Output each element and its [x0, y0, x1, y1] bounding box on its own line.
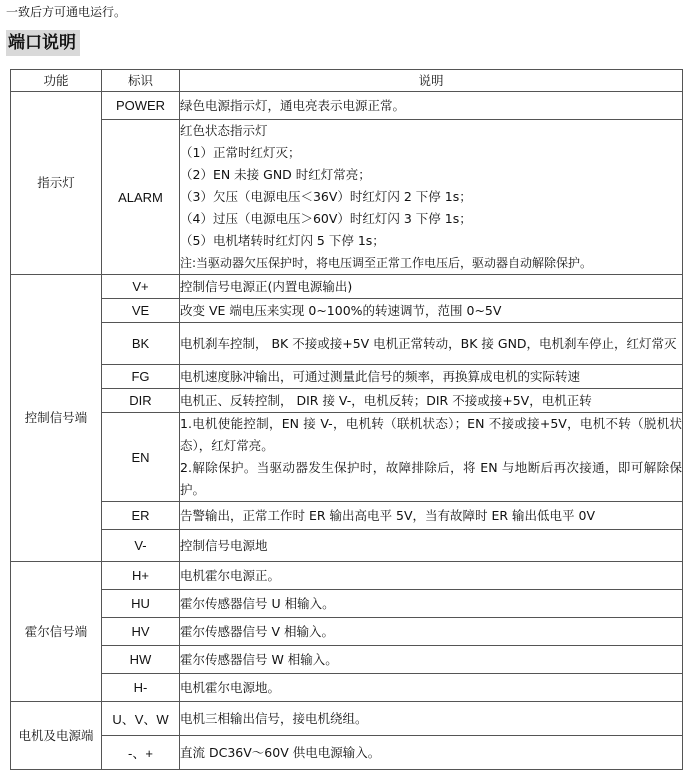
table-row — [11, 702, 683, 736]
table-row — [11, 389, 683, 413]
desc-ve: 改变 VE 端电压来实现 0~100%的转速调节，范围 0~5V — [180, 299, 683, 323]
table-row — [11, 590, 683, 618]
desc-power-input: 直流 DC36V～60V 供电电源输入。 — [180, 736, 683, 770]
mark-uvw: U、V、W — [102, 702, 180, 736]
group-motor-power: 电机及电源端 — [11, 702, 102, 770]
desc-er: 告警输出，正常工作时 ER 输出高电平 5V，当有故障时 ER 输出低电平 0V — [180, 502, 683, 530]
header-function: 功能 — [11, 70, 102, 92]
table-row — [11, 646, 683, 674]
desc-v-minus: 控制信号电源地 — [180, 530, 683, 562]
port-table — [10, 69, 683, 770]
table-row — [11, 275, 683, 299]
desc-h-minus: 电机霍尔电源地。 — [180, 674, 683, 702]
mark-hu: HU — [102, 590, 180, 618]
desc-hw: 霍尔传感器信号 W 相输入。 — [180, 646, 683, 674]
mark-h-plus: H+ — [102, 562, 180, 590]
mark-bk: BK — [102, 323, 180, 365]
header-description: 说明 — [180, 70, 683, 92]
table-header-row — [11, 70, 683, 92]
desc-alarm: 红色状态指示灯 （1）正常时红灯灭； （2）EN 未接 GND 时红灯常亮； （3）欠压（电源电压＜36V）时红灯闪 2 下停 1s； （4）过压（电源电压＞60V）时红灯闪 3 下停 1s； （5）电机堵转时红灯闪 5 下停 1s； 注:当驱动器欠压保护时，将电压调至正常工作电压后，驱动器自动解除保护。 — [180, 120, 683, 275]
mark-en: EN — [102, 413, 180, 502]
mark-dir: DIR — [102, 389, 180, 413]
mark-er: ER — [102, 502, 180, 530]
table-row — [11, 674, 683, 702]
mark-v-minus: V- — [102, 530, 180, 562]
desc-hu: 霍尔传感器信号 U 相输入。 — [180, 590, 683, 618]
desc-power: 绿色电源指示灯，通电亮表示电源正常。 — [180, 92, 683, 120]
table-row — [11, 323, 683, 365]
table-row — [11, 736, 683, 770]
table-row — [11, 365, 683, 389]
group-hall-signal: 霍尔信号端 — [11, 562, 102, 702]
desc-v-plus: 控制信号电源正(内置电源输出) — [180, 275, 683, 299]
table-row — [11, 618, 683, 646]
mark-hv: HV — [102, 618, 180, 646]
mark-hw: HW — [102, 646, 180, 674]
section-title: 端口说明 — [6, 30, 80, 56]
desc-dir: 电机正、反转控制， DIR 接 V-，电机反转；DIR 不接或接+5V，电机正转 — [180, 389, 683, 413]
table-row — [11, 92, 683, 120]
table-row — [11, 413, 683, 502]
table-row — [11, 120, 683, 275]
mark-power-input: -、+ — [102, 736, 180, 770]
mark-power: POWER — [102, 92, 180, 120]
mark-ve: VE — [102, 299, 180, 323]
table-row — [11, 299, 683, 323]
desc-bk: 电机刹车控制， BK 不接或接+5V 电机正常转动，BK 接 GND，电机刹车停止，红灯常灭 — [180, 323, 683, 365]
group-control-signal: 控制信号端 — [11, 275, 102, 562]
desc-fg: 电机速度脉冲输出，可通过测量此信号的频率，再换算成电机的实际转速 — [180, 365, 683, 389]
header-mark: 标识 — [102, 70, 180, 92]
table-row — [11, 502, 683, 530]
mark-h-minus: H- — [102, 674, 180, 702]
desc-en: 1.电机使能控制，EN 接 V-，电机转（联机状态）；EN 不接或接+5V，电机不转（脱机状态），红灯常亮。 2.解除保护。当驱动器发生保护时，故障排除后，将 EN 与地断后再次接通，即可解除保护。 — [180, 413, 683, 502]
group-indicator-light: 指示灯 — [11, 92, 102, 275]
desc-h-plus: 电机霍尔电源正。 — [180, 562, 683, 590]
top-note: 一致后方可通电运行。 — [6, 5, 127, 19]
table-row — [11, 562, 683, 590]
mark-v-plus: V+ — [102, 275, 180, 299]
table-row — [11, 530, 683, 562]
mark-alarm: ALARM — [102, 120, 180, 275]
desc-hv: 霍尔传感器信号 V 相输入。 — [180, 618, 683, 646]
desc-uvw: 电机三相输出信号，接电机绕组。 — [180, 702, 683, 736]
mark-fg: FG — [102, 365, 180, 389]
